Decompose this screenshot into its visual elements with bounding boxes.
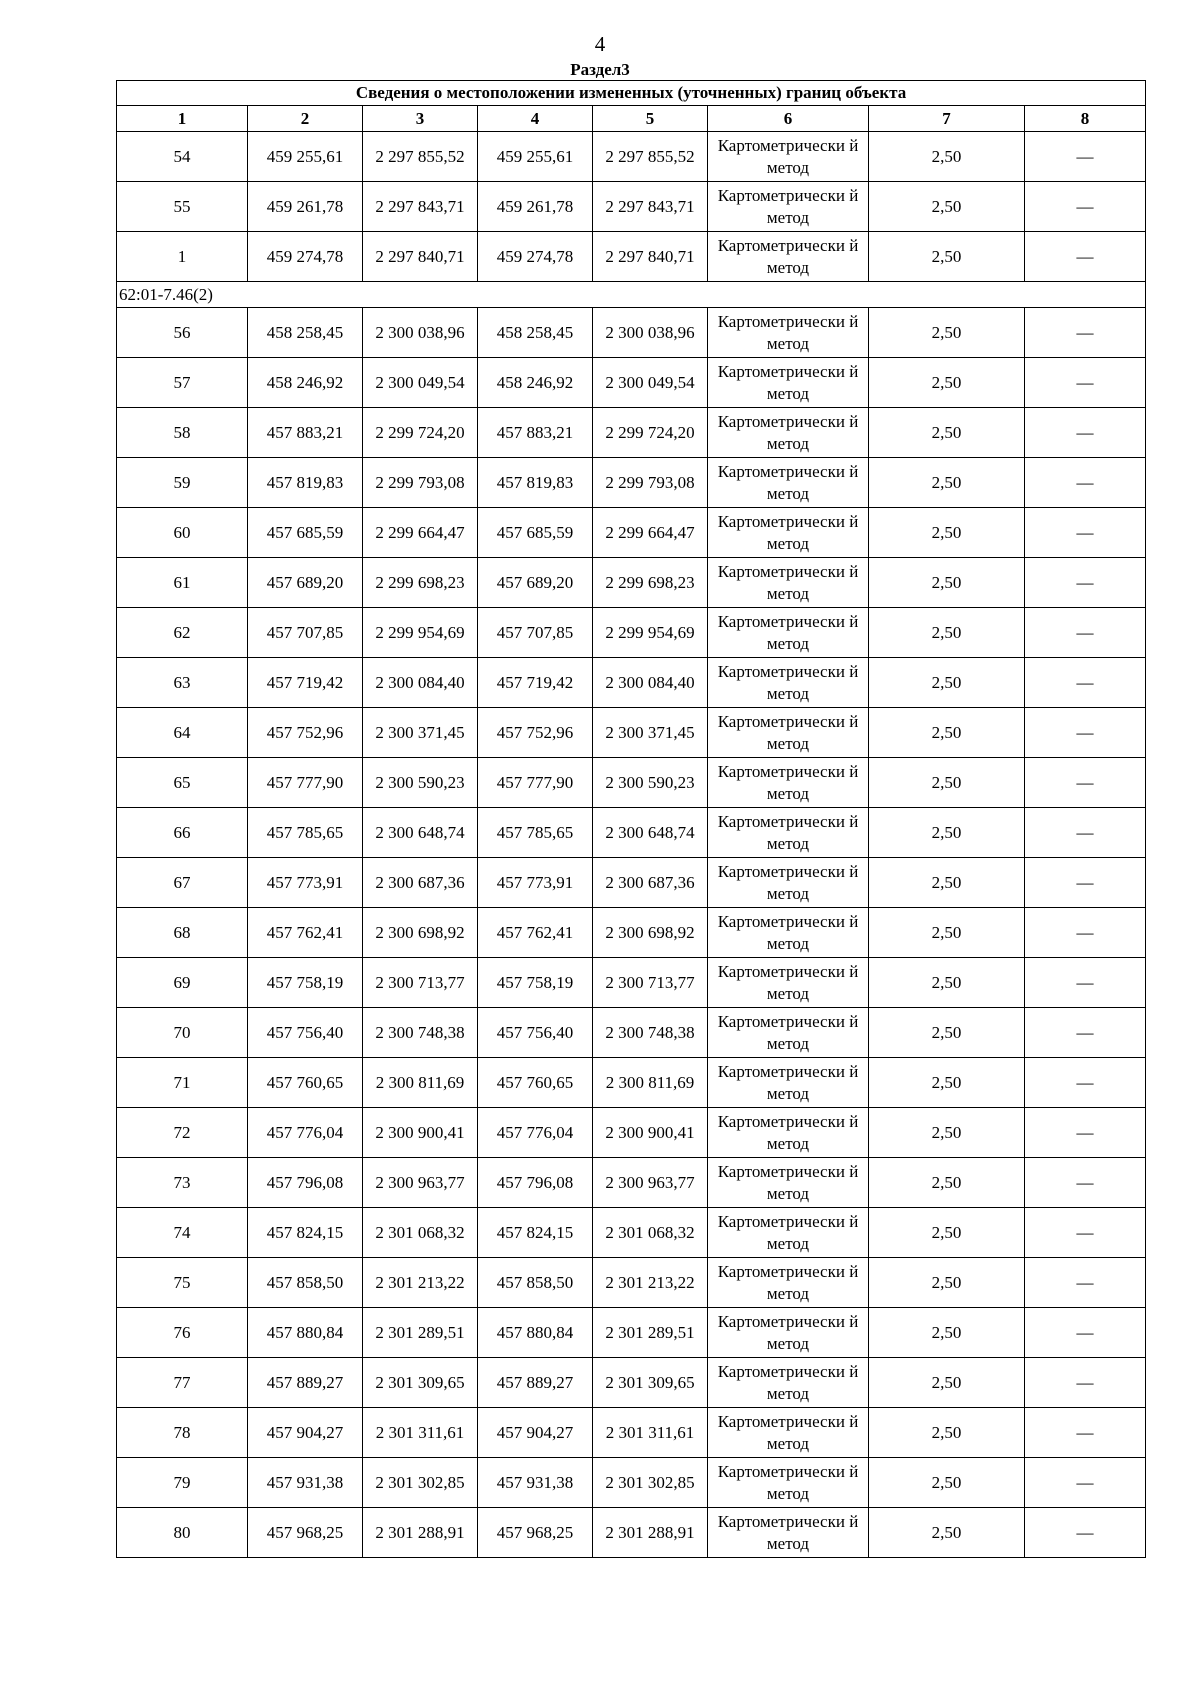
cell-point-number: 59	[117, 458, 248, 508]
cell-note: —	[1025, 658, 1146, 708]
table-caption: Сведения о местоположении измененных (уточненных) границ объекта	[117, 81, 1146, 106]
cell-refined-y: 2 299 954,69	[593, 608, 708, 658]
cell-point-number: 67	[117, 858, 248, 908]
cell-refined-x: 459 255,61	[478, 132, 593, 182]
cell-existing-x: 457 785,65	[248, 808, 363, 858]
cell-refined-x: 457 796,08	[478, 1158, 593, 1208]
column-number-2: 2	[248, 106, 363, 132]
cell-refined-y: 2 301 309,65	[593, 1358, 708, 1408]
cell-refined-x: 457 776,04	[478, 1108, 593, 1158]
cell-method: Картометрически й метод	[708, 908, 869, 958]
cell-method: Картометрически й метод	[708, 1408, 869, 1458]
cell-refined-y: 2 301 302,85	[593, 1458, 708, 1508]
cell-existing-y: 2 300 371,45	[363, 708, 478, 758]
cell-method: Картометрически й метод	[708, 708, 869, 758]
cell-accuracy: 2,50	[869, 608, 1025, 658]
cell-note: —	[1025, 1458, 1146, 1508]
cell-refined-y: 2 300 049,54	[593, 358, 708, 408]
cell-existing-x: 457 931,38	[248, 1458, 363, 1508]
cell-method: Картометрически й метод	[708, 558, 869, 608]
cell-accuracy: 2,50	[869, 1158, 1025, 1208]
cell-existing-y: 2 300 038,96	[363, 308, 478, 358]
cell-existing-y: 2 299 954,69	[363, 608, 478, 658]
table-row	[117, 558, 1146, 608]
cell-note: —	[1025, 908, 1146, 958]
table-row	[117, 1508, 1146, 1558]
cell-existing-y: 2 301 068,32	[363, 1208, 478, 1258]
column-number-8: 8	[1025, 106, 1146, 132]
cell-existing-y: 2 301 289,51	[363, 1308, 478, 1358]
group-label-row	[117, 282, 1146, 308]
cell-refined-x: 457 968,25	[478, 1508, 593, 1558]
cell-method: Картометрически й метод	[708, 858, 869, 908]
cell-note: —	[1025, 408, 1146, 458]
cell-point-number: 1	[117, 232, 248, 282]
cell-existing-x: 458 246,92	[248, 358, 363, 408]
cell-refined-x: 457 785,65	[478, 808, 593, 858]
coordinates-table	[116, 80, 1146, 1558]
cell-existing-x: 459 274,78	[248, 232, 363, 282]
cell-refined-x: 458 258,45	[478, 308, 593, 358]
cell-note: —	[1025, 1258, 1146, 1308]
table-row	[117, 232, 1146, 282]
cell-accuracy: 2,50	[869, 958, 1025, 1008]
cell-existing-x: 459 255,61	[248, 132, 363, 182]
column-number-6: 6	[708, 106, 869, 132]
cell-method: Картометрически й метод	[708, 1058, 869, 1108]
cell-existing-y: 2 300 963,77	[363, 1158, 478, 1208]
cell-refined-x: 457 689,20	[478, 558, 593, 608]
cell-refined-y: 2 297 855,52	[593, 132, 708, 182]
cell-existing-x: 457 904,27	[248, 1408, 363, 1458]
cell-refined-x: 457 777,90	[478, 758, 593, 808]
cell-accuracy: 2,50	[869, 508, 1025, 558]
cell-accuracy: 2,50	[869, 908, 1025, 958]
table-row	[117, 958, 1146, 1008]
table-row	[117, 182, 1146, 232]
table-row	[117, 132, 1146, 182]
table-row	[117, 408, 1146, 458]
cell-note: —	[1025, 1008, 1146, 1058]
cell-existing-y: 2 300 084,40	[363, 658, 478, 708]
cell-existing-y: 2 300 648,74	[363, 808, 478, 858]
cell-note: —	[1025, 308, 1146, 358]
section-title: Раздел3	[570, 60, 630, 79]
cell-note: —	[1025, 508, 1146, 558]
table-row	[117, 508, 1146, 558]
cell-accuracy: 2,50	[869, 1508, 1025, 1558]
cell-method: Картометрически й метод	[708, 132, 869, 182]
cell-refined-x: 457 762,41	[478, 908, 593, 958]
cell-method: Картометрически й метод	[708, 1208, 869, 1258]
cell-existing-x: 457 758,19	[248, 958, 363, 1008]
cell-existing-x: 457 824,15	[248, 1208, 363, 1258]
cell-accuracy: 2,50	[869, 1108, 1025, 1158]
cell-accuracy: 2,50	[869, 408, 1025, 458]
cell-method: Картометрически й метод	[708, 808, 869, 858]
cell-method: Картометрически й метод	[708, 308, 869, 358]
cell-point-number: 64	[117, 708, 248, 758]
cell-method: Картометрически й метод	[708, 1108, 869, 1158]
table-row	[117, 1258, 1146, 1308]
cell-point-number: 72	[117, 1108, 248, 1158]
cell-accuracy: 2,50	[869, 1308, 1025, 1358]
table-row	[117, 808, 1146, 858]
cell-existing-y: 2 299 724,20	[363, 408, 478, 458]
cell-existing-y: 2 300 713,77	[363, 958, 478, 1008]
cell-existing-y: 2 300 900,41	[363, 1108, 478, 1158]
cell-existing-y: 2 299 793,08	[363, 458, 478, 508]
table-row	[117, 358, 1146, 408]
cell-point-number: 58	[117, 408, 248, 458]
cell-accuracy: 2,50	[869, 1358, 1025, 1408]
cell-existing-x: 459 261,78	[248, 182, 363, 232]
cell-refined-y: 2 301 213,22	[593, 1258, 708, 1308]
cell-existing-y: 2 300 687,36	[363, 858, 478, 908]
cell-existing-y: 2 300 049,54	[363, 358, 478, 408]
cell-point-number: 65	[117, 758, 248, 808]
cell-note: —	[1025, 1508, 1146, 1558]
cell-accuracy: 2,50	[869, 758, 1025, 808]
table-body	[117, 81, 1146, 1558]
cell-refined-x: 457 880,84	[478, 1308, 593, 1358]
cell-refined-y: 2 300 963,77	[593, 1158, 708, 1208]
table-row	[117, 1008, 1146, 1058]
cell-note: —	[1025, 758, 1146, 808]
cell-point-number: 62	[117, 608, 248, 658]
cell-existing-x: 457 858,50	[248, 1258, 363, 1308]
cell-point-number: 75	[117, 1258, 248, 1308]
table-row	[117, 1358, 1146, 1408]
cell-refined-x: 457 883,21	[478, 408, 593, 458]
column-number-5: 5	[593, 106, 708, 132]
cell-refined-y: 2 300 371,45	[593, 708, 708, 758]
cell-note: —	[1025, 558, 1146, 608]
cell-refined-x: 458 246,92	[478, 358, 593, 408]
cell-refined-y: 2 300 713,77	[593, 958, 708, 1008]
cell-point-number: 56	[117, 308, 248, 358]
cell-accuracy: 2,50	[869, 858, 1025, 908]
cell-point-number: 57	[117, 358, 248, 408]
cell-existing-x: 457 760,65	[248, 1058, 363, 1108]
cell-point-number: 73	[117, 1158, 248, 1208]
cell-accuracy: 2,50	[869, 308, 1025, 358]
cell-method: Картометрически й метод	[708, 658, 869, 708]
cell-existing-y: 2 297 843,71	[363, 182, 478, 232]
cell-note: —	[1025, 1208, 1146, 1258]
cell-point-number: 76	[117, 1308, 248, 1358]
cell-note: —	[1025, 358, 1146, 408]
cell-method: Картометрически й метод	[708, 1308, 869, 1358]
cell-refined-x: 457 824,15	[478, 1208, 593, 1258]
cell-accuracy: 2,50	[869, 1058, 1025, 1108]
cell-existing-x: 457 796,08	[248, 1158, 363, 1208]
cell-method: Картометрически й метод	[708, 182, 869, 232]
cell-existing-y: 2 300 748,38	[363, 1008, 478, 1058]
cell-refined-x: 457 760,65	[478, 1058, 593, 1108]
cell-note: —	[1025, 1058, 1146, 1108]
cell-existing-x: 457 756,40	[248, 1008, 363, 1058]
cell-method: Картометрически й метод	[708, 232, 869, 282]
cell-accuracy: 2,50	[869, 558, 1025, 608]
cell-refined-x: 457 719,42	[478, 658, 593, 708]
cell-existing-y: 2 297 855,52	[363, 132, 478, 182]
cell-existing-x: 457 880,84	[248, 1308, 363, 1358]
cell-accuracy: 2,50	[869, 1008, 1025, 1058]
cell-accuracy: 2,50	[869, 132, 1025, 182]
cell-existing-x: 457 819,83	[248, 458, 363, 508]
cell-existing-x: 458 258,45	[248, 308, 363, 358]
cell-existing-y: 2 300 590,23	[363, 758, 478, 808]
cell-existing-x: 457 752,96	[248, 708, 363, 758]
table-row	[117, 1058, 1146, 1108]
cell-note: —	[1025, 808, 1146, 858]
cell-refined-y: 2 300 698,92	[593, 908, 708, 958]
cell-method: Картометрически й метод	[708, 758, 869, 808]
cell-existing-y: 2 297 840,71	[363, 232, 478, 282]
table-caption-row	[117, 81, 1146, 106]
cell-accuracy: 2,50	[869, 232, 1025, 282]
cell-note: —	[1025, 458, 1146, 508]
cell-accuracy: 2,50	[869, 1408, 1025, 1458]
cell-existing-x: 457 883,21	[248, 408, 363, 458]
cell-refined-x: 457 931,38	[478, 1458, 593, 1508]
cell-point-number: 60	[117, 508, 248, 558]
cell-accuracy: 2,50	[869, 1258, 1025, 1308]
cell-note: —	[1025, 1358, 1146, 1408]
cell-refined-y: 2 301 311,61	[593, 1408, 708, 1458]
cell-point-number: 55	[117, 182, 248, 232]
cell-refined-y: 2 300 038,96	[593, 308, 708, 358]
cell-existing-x: 457 889,27	[248, 1358, 363, 1408]
cell-point-number: 70	[117, 1008, 248, 1058]
cell-existing-x: 457 689,20	[248, 558, 363, 608]
cell-method: Картометрически й метод	[708, 358, 869, 408]
cell-existing-y: 2 299 664,47	[363, 508, 478, 558]
column-number-row	[117, 106, 1146, 132]
cell-existing-x: 457 685,59	[248, 508, 363, 558]
cell-refined-x: 457 752,96	[478, 708, 593, 758]
cell-refined-y: 2 300 687,36	[593, 858, 708, 908]
cell-point-number: 69	[117, 958, 248, 1008]
cell-note: —	[1025, 132, 1146, 182]
cell-existing-x: 457 777,90	[248, 758, 363, 808]
cell-existing-x: 457 968,25	[248, 1508, 363, 1558]
cell-point-number: 77	[117, 1358, 248, 1408]
column-number-4: 4	[478, 106, 593, 132]
cell-note: —	[1025, 608, 1146, 658]
cell-existing-y: 2 300 811,69	[363, 1058, 478, 1108]
cell-refined-x: 457 707,85	[478, 608, 593, 658]
cell-method: Картометрически й метод	[708, 1508, 869, 1558]
cell-refined-y: 2 300 900,41	[593, 1108, 708, 1158]
cell-method: Картометрически й метод	[708, 458, 869, 508]
group-label: 62:01-7.46(2)	[117, 282, 1146, 308]
cell-refined-x: 457 858,50	[478, 1258, 593, 1308]
table-row	[117, 1458, 1146, 1508]
cell-refined-x: 457 756,40	[478, 1008, 593, 1058]
cell-method: Картометрически й метод	[708, 1158, 869, 1208]
cell-existing-y: 2 301 311,61	[363, 1408, 478, 1458]
cell-method: Картометрически й метод	[708, 1008, 869, 1058]
cell-note: —	[1025, 182, 1146, 232]
column-number-1: 1	[117, 106, 248, 132]
cell-method: Картометрически й метод	[708, 958, 869, 1008]
cell-refined-y: 2 299 724,20	[593, 408, 708, 458]
table-row	[117, 1308, 1146, 1358]
cell-method: Картометрически й метод	[708, 508, 869, 558]
cell-method: Картометрически й метод	[708, 1458, 869, 1508]
cell-accuracy: 2,50	[869, 658, 1025, 708]
cell-accuracy: 2,50	[869, 358, 1025, 408]
table-row	[117, 1108, 1146, 1158]
cell-refined-x: 459 274,78	[478, 232, 593, 282]
cell-point-number: 79	[117, 1458, 248, 1508]
cell-accuracy: 2,50	[869, 182, 1025, 232]
cell-existing-y: 2 301 288,91	[363, 1508, 478, 1558]
cell-existing-x: 457 762,41	[248, 908, 363, 958]
cell-refined-y: 2 301 289,51	[593, 1308, 708, 1358]
cell-refined-y: 2 301 068,32	[593, 1208, 708, 1258]
table-row	[117, 708, 1146, 758]
cell-existing-y: 2 300 698,92	[363, 908, 478, 958]
table-row	[117, 608, 1146, 658]
table-row	[117, 1158, 1146, 1208]
column-number-7: 7	[869, 106, 1025, 132]
cell-accuracy: 2,50	[869, 808, 1025, 858]
cell-accuracy: 2,50	[869, 1458, 1025, 1508]
cell-existing-y: 2 299 698,23	[363, 558, 478, 608]
cell-point-number: 61	[117, 558, 248, 608]
table-row	[117, 758, 1146, 808]
cell-point-number: 80	[117, 1508, 248, 1558]
cell-note: —	[1025, 232, 1146, 282]
cell-refined-y: 2 297 843,71	[593, 182, 708, 232]
cell-refined-y: 2 301 288,91	[593, 1508, 708, 1558]
cell-existing-x: 457 773,91	[248, 858, 363, 908]
cell-existing-y: 2 301 213,22	[363, 1258, 478, 1308]
cell-refined-y: 2 300 648,74	[593, 808, 708, 858]
cell-refined-y: 2 299 793,08	[593, 458, 708, 508]
table-row	[117, 308, 1146, 358]
table-row	[117, 858, 1146, 908]
cell-accuracy: 2,50	[869, 1208, 1025, 1258]
cell-accuracy: 2,50	[869, 708, 1025, 758]
cell-method: Картометрически й метод	[708, 1258, 869, 1308]
cell-refined-y: 2 297 840,71	[593, 232, 708, 282]
cell-note: —	[1025, 1108, 1146, 1158]
cell-refined-x: 457 819,83	[478, 458, 593, 508]
page-number: 4	[594, 32, 606, 56]
cell-refined-y: 2 299 698,23	[593, 558, 708, 608]
table-row	[117, 1408, 1146, 1458]
cell-refined-x: 457 889,27	[478, 1358, 593, 1408]
cell-refined-y: 2 300 748,38	[593, 1008, 708, 1058]
cell-note: —	[1025, 708, 1146, 758]
cell-existing-y: 2 301 309,65	[363, 1358, 478, 1408]
cell-method: Картометрически й метод	[708, 408, 869, 458]
cell-refined-y: 2 300 811,69	[593, 1058, 708, 1108]
cell-refined-x: 457 685,59	[478, 508, 593, 558]
cell-refined-x: 457 904,27	[478, 1408, 593, 1458]
cell-refined-y: 2 299 664,47	[593, 508, 708, 558]
cell-existing-x: 457 707,85	[248, 608, 363, 658]
table-row	[117, 1208, 1146, 1258]
cell-note: —	[1025, 858, 1146, 908]
cell-point-number: 66	[117, 808, 248, 858]
cell-refined-x: 457 773,91	[478, 858, 593, 908]
cell-refined-y: 2 300 590,23	[593, 758, 708, 808]
cell-accuracy: 2,50	[869, 458, 1025, 508]
cell-existing-y: 2 301 302,85	[363, 1458, 478, 1508]
cell-point-number: 78	[117, 1408, 248, 1458]
table-row	[117, 658, 1146, 708]
column-number-3: 3	[363, 106, 478, 132]
cell-method: Картометрически й метод	[708, 608, 869, 658]
cell-note: —	[1025, 1408, 1146, 1458]
table-row	[117, 458, 1146, 508]
cell-refined-y: 2 300 084,40	[593, 658, 708, 708]
cell-existing-x: 457 776,04	[248, 1108, 363, 1158]
cell-note: —	[1025, 958, 1146, 1008]
cell-point-number: 71	[117, 1058, 248, 1108]
cell-refined-x: 457 758,19	[478, 958, 593, 1008]
cell-method: Картометрически й метод	[708, 1358, 869, 1408]
cell-refined-x: 459 261,78	[478, 182, 593, 232]
table-row	[117, 908, 1146, 958]
cell-point-number: 74	[117, 1208, 248, 1258]
cell-note: —	[1025, 1308, 1146, 1358]
cell-existing-x: 457 719,42	[248, 658, 363, 708]
cell-point-number: 68	[117, 908, 248, 958]
cell-note: —	[1025, 1158, 1146, 1208]
cell-point-number: 54	[117, 132, 248, 182]
cell-point-number: 63	[117, 658, 248, 708]
